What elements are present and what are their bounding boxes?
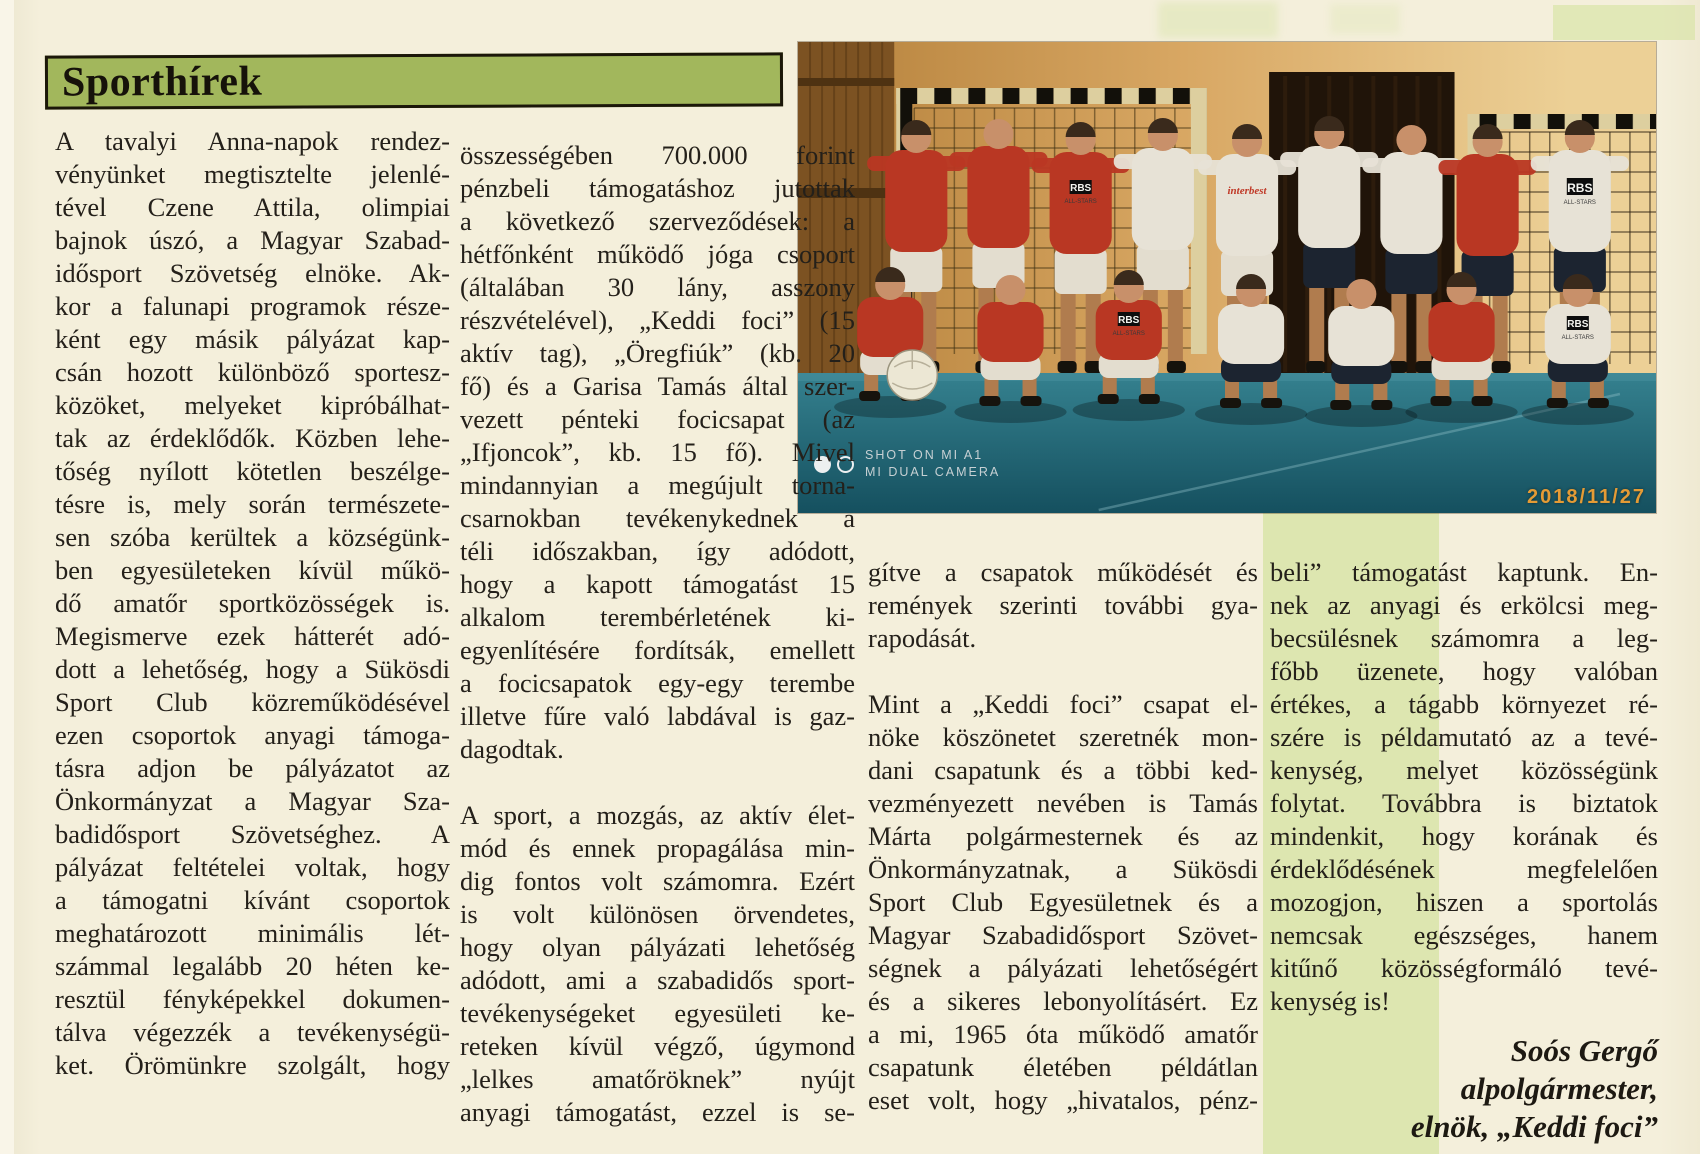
article-line: dő amatőr sportközösségek is. xyxy=(55,588,450,618)
article-line: nöke köszönetet szeretnék mon- xyxy=(868,722,1258,752)
svg-text:RBS: RBS xyxy=(1118,315,1140,326)
article-line: aktív tag), „Öregfiúk” (kb. 20 xyxy=(460,338,855,368)
section-title: Sporthírek xyxy=(61,58,263,106)
article-line: resztül fényképekkel dokumen- xyxy=(55,984,450,1014)
article-line: téli időszakban, így adódott, xyxy=(460,536,855,566)
svg-text:ALL-STARS: ALL-STARS xyxy=(1561,335,1594,341)
article-line: badidősport Szövetséghez. A xyxy=(55,819,450,849)
article-line: csarnokban tevékenykednek a xyxy=(460,503,855,533)
article-line: pénzbeli támogatáshoz jutottak xyxy=(460,173,855,203)
article-line: adódott, ami a szabadidős sport- xyxy=(460,965,855,995)
article-line: nek az anyagi és erkölcsi meg- xyxy=(1270,590,1658,620)
article-line: tésre is, mely során természete- xyxy=(55,489,450,519)
article-line: alkalom terembérletének ki- xyxy=(460,602,855,632)
article-line: is volt különösen örvendetes, xyxy=(460,899,855,929)
svg-text:interbest: interbest xyxy=(1227,185,1267,197)
signature-line: Soós Gergő xyxy=(1510,1033,1658,1068)
article-line: folytat. Továbbra is biztatok xyxy=(1270,788,1658,818)
article-line: mód és ennek propagálása min- xyxy=(460,833,855,863)
article-column-2 xyxy=(460,139,855,1129)
article-line: egyenlítésére fordítsák, emellett xyxy=(460,635,855,665)
article-line: értékes, a tágabb környezet ré- xyxy=(1270,689,1658,719)
article-line: illetve fűre való labdával is gaz- xyxy=(460,701,855,731)
article-line: dani csapatunk és a többi ked- xyxy=(868,755,1258,785)
article-line: Önkormányzatnak, a Sükösdi xyxy=(868,854,1258,884)
article-line: ségnek a pályázati lehetőségért xyxy=(868,953,1258,983)
article-column-4 xyxy=(1270,556,1658,1018)
article-line: csán hozott különböző sportesz- xyxy=(55,357,450,387)
article-line: ezen csoportok anyagi támoga- xyxy=(55,720,450,750)
article-line: összességében 700.000 forint xyxy=(460,140,855,170)
article-line: pályázat feltételei voltak, hogy xyxy=(55,852,450,882)
article-line: főbb üzenete, hogy valóban xyxy=(1270,656,1658,686)
article-line: hogy a kapott támogatást 15 xyxy=(460,569,855,599)
team-photo-illustration xyxy=(798,42,1656,513)
article-line: rapodását. xyxy=(868,623,977,653)
photo-date-stamp: 2018/11/27 xyxy=(1527,486,1646,508)
article-line: „Ifjoncok”, kb. 15 fő). Mivel xyxy=(460,437,855,467)
article-line: érdeklődésének megfelelően xyxy=(1270,854,1658,884)
article-line: kenység is! xyxy=(1270,986,1390,1016)
article-line: vezett pénteki focicsapat (az xyxy=(460,404,855,434)
article-line: hogy olyan pályázati lehetőség xyxy=(460,932,855,962)
svg-text:ALL-STARS: ALL-STARS xyxy=(1563,200,1596,206)
article-line: dott a lehetőség, hogy a Sükösdi xyxy=(55,654,450,684)
article-column-3 xyxy=(868,556,1258,1117)
article-line: mindenkit, hogy korának és xyxy=(1270,821,1658,851)
watermark-line1: SHOT ON MI A1 xyxy=(865,448,984,462)
article-line: idősport Szövetség elnöke. Ak- xyxy=(55,258,450,288)
article-line: tálva végezzék a tevékenységü- xyxy=(55,1017,450,1047)
article-line: sen szóba kerültek a községünk- xyxy=(55,522,450,552)
article-line: bajnok úszó, a Magyar Szabad- xyxy=(55,225,450,255)
article-line: gítve a csapatok működését és xyxy=(868,557,1258,587)
article-line: Magyar Szabadidősport Szövet- xyxy=(868,920,1258,950)
article-line: mindannyian a megújult torna- xyxy=(460,470,855,500)
article-line: dagodtak. xyxy=(460,734,564,764)
article-line: (általában 30 lány, asszony xyxy=(460,272,855,302)
article-line: vezményezett nevében is Tamás xyxy=(868,788,1258,818)
team-photo xyxy=(798,42,1656,513)
article-line: fő) és a Garisa Tamás által szer- xyxy=(460,371,855,401)
article-line: reteken kívül végző, úgymond xyxy=(460,1031,855,1061)
paragraph xyxy=(868,688,1258,1117)
article-line: A tavalyi Anna-napok rendez- xyxy=(55,126,450,156)
paragraph xyxy=(460,139,855,766)
article-line: számmal legalább 20 héten ke- xyxy=(55,951,450,981)
scan-artifact-green-strip xyxy=(1553,5,1695,40)
article-line: Sport Club Egyesületnek és a xyxy=(868,887,1258,917)
article-line: tevékenységeket egyesületi ke- xyxy=(460,998,855,1028)
article-line: ként egy másik pályázat kap- xyxy=(55,324,450,354)
article-line: Mint a „Keddi foci” csapat el- xyxy=(868,689,1258,719)
paragraph xyxy=(868,556,1258,655)
article-line: a támogatni kívánt csoportok xyxy=(55,885,450,915)
paragraph xyxy=(55,125,450,1082)
article-line: ket. Örömünkre szolgált, hogy xyxy=(55,1050,450,1080)
signature-line: elnök, „Keddi foci” xyxy=(1410,1109,1658,1144)
article-line: kenység, melyet közösségünk xyxy=(1270,755,1658,785)
article-line: szére is példamutató az a tevé- xyxy=(1270,722,1658,752)
paragraph xyxy=(1270,556,1658,1018)
article-line: dig fontos volt számomra. Ezért xyxy=(460,866,855,896)
article-line: remények szerinti további gya- xyxy=(868,590,1258,620)
article-line: meghatározott minimális lét- xyxy=(55,918,450,948)
article-line: a következő szerveződések: a xyxy=(460,206,855,236)
signature-line: alpolgármester, xyxy=(1460,1071,1658,1106)
article-line: „lelkes amatőröknek” nyújt xyxy=(460,1064,855,1094)
article-line: csapatunk életében példátlan xyxy=(868,1052,1258,1082)
article-line: hétfőnként működő jóga csoport xyxy=(460,239,855,269)
svg-text:RBS: RBS xyxy=(1567,319,1589,330)
svg-text:RBS: RBS xyxy=(1070,183,1092,194)
article-line: tak az érdeklődők. Közben lehe- xyxy=(55,423,450,453)
signature xyxy=(1270,1032,1658,1146)
article-line: közöket, melyeket kipróbálhat- xyxy=(55,390,450,420)
article-line: ben egyesületeken kívül műkö- xyxy=(55,555,450,585)
article-line: anyagi támogatást, ezzel is se- xyxy=(460,1097,855,1127)
article-line: Sport Club közreműködésével xyxy=(55,687,450,717)
article-line: tásra adjon be pályázatot az xyxy=(55,753,450,783)
article-line: kor a falunapi programok része- xyxy=(55,291,450,321)
article-line: beli” támogatást kaptunk. En- xyxy=(1270,557,1658,587)
svg-text:ALL-STARS: ALL-STARS xyxy=(1064,199,1097,205)
scan-edge xyxy=(0,0,14,1154)
article-line: Önkormányzat a Magyar Sza- xyxy=(55,786,450,816)
article-line: kitűnő közösségformáló tevé- xyxy=(1270,953,1658,983)
paragraph xyxy=(460,799,855,1129)
article-line: nemcsak egészséges, hanem xyxy=(1270,920,1658,950)
article-line: a mi, 1965 óta működő amatőr xyxy=(868,1019,1258,1049)
article-line: tőség nyílott kötetlen beszélge- xyxy=(55,456,450,486)
watermark-line2: MI DUAL CAMERA xyxy=(865,465,1001,479)
article-line: Márta polgármesternek és az xyxy=(868,821,1258,851)
article-line: a focicsapatok egy-egy terembe xyxy=(460,668,855,698)
svg-text:ALL-STARS: ALL-STARS xyxy=(1112,331,1145,337)
article-line: és a sikeres lebonyolításért. Ez xyxy=(868,986,1258,1016)
article-line: Megismerve ezek hátterét adó- xyxy=(55,621,450,651)
article-line: becsülésnek számomra a leg- xyxy=(1270,623,1658,653)
section-header xyxy=(45,52,783,109)
svg-text:RBS: RBS xyxy=(1567,181,1593,195)
article-column-1 xyxy=(55,125,450,1082)
article-line: eset volt, hogy „hivatalos, pénz- xyxy=(868,1085,1258,1115)
scan-artifact-smudge xyxy=(1330,4,1400,34)
article-line: mozogjon, hiszen a sportolás xyxy=(1270,887,1658,917)
scan-artifact-smudge xyxy=(1158,2,1278,38)
article-line: tével Czene Attila, olimpiai xyxy=(55,192,450,222)
article-line: részvételével), „Keddi foci” (15 xyxy=(460,305,855,335)
article-line: vényünket megtisztelte jelenlé- xyxy=(55,159,450,189)
article-line: A sport, a mozgás, az aktív élet- xyxy=(460,800,855,830)
